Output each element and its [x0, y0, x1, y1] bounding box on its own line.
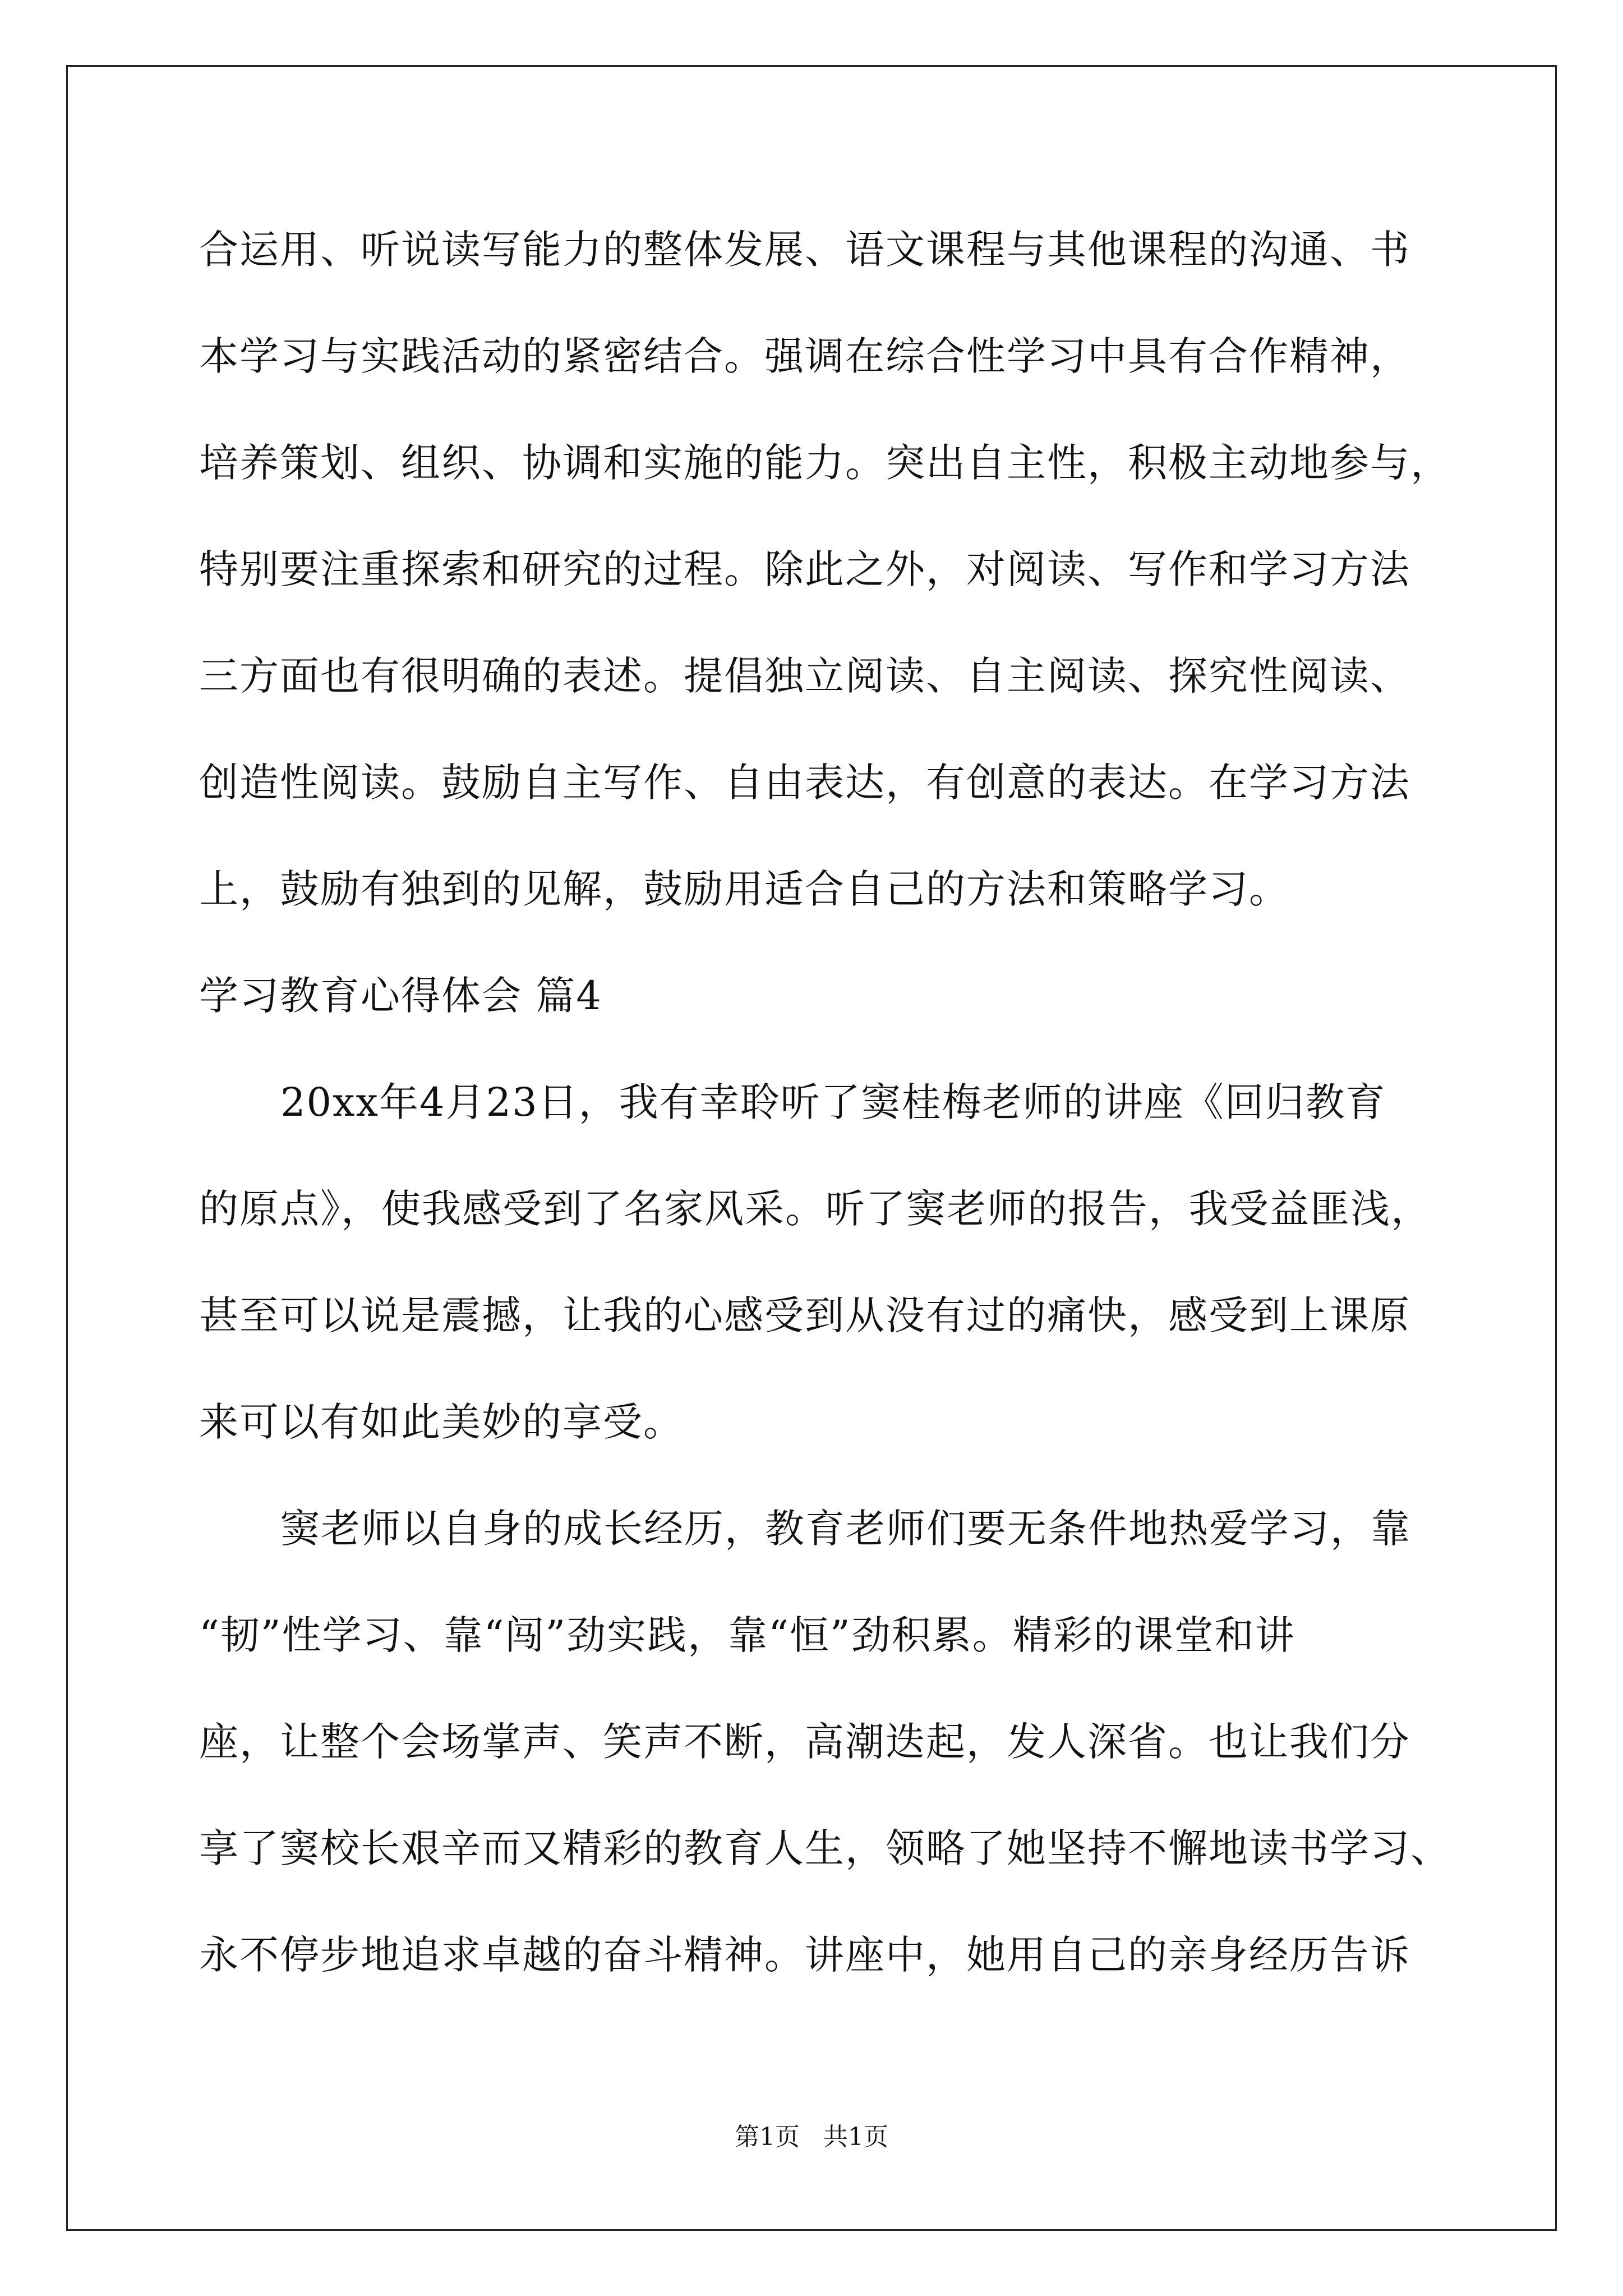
paragraph-3-line-1: 窦老师以自身的成长经历，教育老师们要无条件地热爱学习，靠	[280, 1506, 1411, 1552]
paragraph-1-line-6: 创造性阅读。鼓励自主写作、自由表达，有创意的表达。在学习方法	[199, 760, 1410, 806]
paragraph-1-line-2: 本学习与实践活动的紧密结合。强调在综合性学习中具有合作精神，	[199, 333, 1410, 379]
paragraph-2-line-1: 20xx年4月23日，我有幸聆听了窦桂梅老师的讲座《回归教育	[280, 1079, 1386, 1125]
paragraph-1-line-1: 合运用、听说读写能力的整体发展、语文课程与其他课程的沟通、书	[199, 227, 1410, 273]
paragraph-3-line-3: 座，让整个会场掌声、笑声不断，高潮迭起，发人深省。也让我们分	[199, 1719, 1410, 1765]
page-footer: 第1页 共1页	[735, 2123, 888, 2151]
paragraph-1-line-4: 特别要注重探索和研究的过程。除此之外，对阅读、写作和学习方法	[199, 546, 1410, 592]
page-border	[66, 65, 1557, 2231]
paragraph-1-line-5: 三方面也有很明确的表述。提倡独立阅读、自主阅读、探究性阅读、	[199, 653, 1410, 699]
paragraph-2-line-3: 甚至可以说是震撼，让我的心感受到从没有过的痛快，感受到上课原	[199, 1292, 1410, 1338]
paragraph-3-line-4: 享了窦校长艰辛而又精彩的教育人生，领略了她坚持不懈地读书学习、	[199, 1825, 1451, 1871]
paragraph-1-line-7: 上，鼓励有独到的见解，鼓励用适合自己的方法和策略学习。	[199, 866, 1289, 912]
paragraph-1-line-3: 培养策划、组织、协调和实施的能力。突出自主性，积极主动地参与，	[199, 440, 1451, 486]
paragraph-2-line-4: 来可以有如此美妙的享受。	[199, 1399, 684, 1445]
paragraph-2-line-2: 的原点》，使我感受到了名家风采。听了窦老师的报告，我受益匪浅，	[199, 1186, 1431, 1232]
paragraph-3-line-2: “韧”性学习、靠“闯”劲实践，靠“恒”劲积累。精彩的课堂和讲	[199, 1612, 1295, 1658]
paragraph-3-line-5: 永不停步地追求卓越的奋斗精神。讲座中，她用自己的亲身经历告诉	[199, 1932, 1410, 1978]
section-heading: 学习教育心得体会 篇4	[199, 973, 602, 1019]
